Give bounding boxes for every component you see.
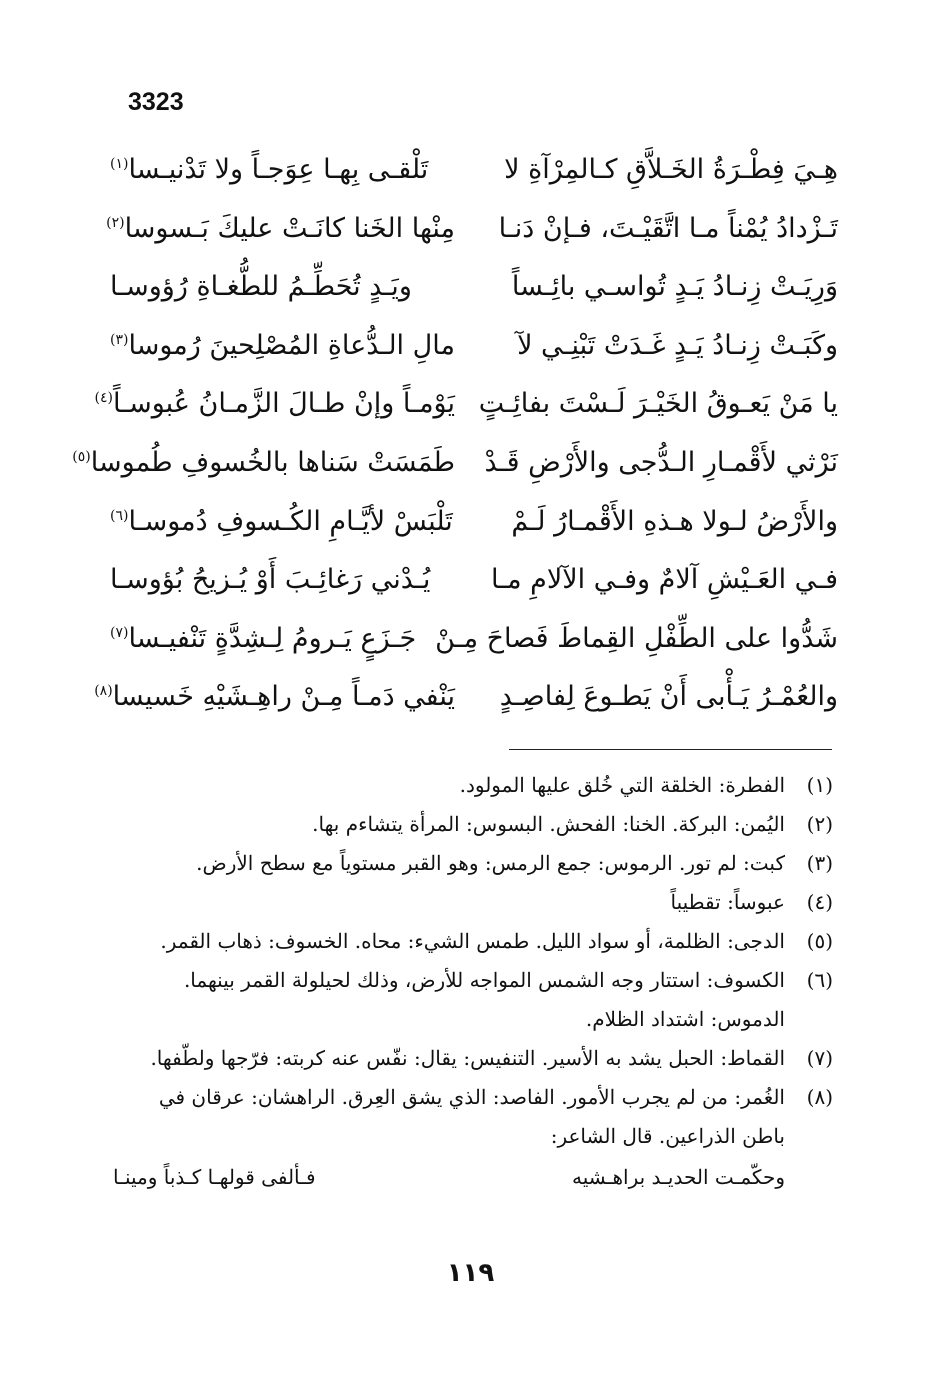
footnote — [113, 805, 833, 844]
footnote-number: (١) — [806, 773, 833, 797]
footnote-reference: (٤) — [94, 390, 113, 407]
page-number-bottom: ١١٩ — [446, 1258, 495, 1288]
verse — [110, 611, 838, 670]
footnote-text: اليُمن: البركة. الخنا: الفحش. البسوس: المرأة يتشاءم بها. — [312, 812, 785, 836]
verse-second-hemistich — [110, 619, 455, 659]
hemistich-text: طَمَسَتْ سَناها بالخُسوفِ طُموسا — [90, 446, 455, 478]
poem — [72, 142, 838, 728]
hemistich-text: ويَـدٍ تُحَطِّـمُ للطُّغـاةِ رُؤوسـا — [110, 271, 412, 303]
quoted-verse-second-hemistich: فـألفى قولهـا كـذباً ومينـا — [113, 1165, 316, 1189]
verse — [94, 376, 838, 435]
hemistich-text: يَوْمـاً وإنْ طـالَ الزَّمـانُ عُبوسـاً — [112, 388, 455, 420]
footnote-number: (٨) — [806, 1085, 833, 1109]
hemistich-text: مِنْها الخَنا كانَـتْ عليكَ بَـسوسا — [124, 212, 455, 244]
footnote-reference: (٨) — [94, 683, 113, 700]
quoted-verse-first-hemistich: وحكّمـت الحديـد براهـشيه — [572, 1165, 785, 1189]
hemistich-text: تَلْبَسْ لأيَّـامِ الكُـسوفِ دُموسـا — [128, 505, 453, 537]
verse-first-hemistich: والأَرْضُ لـولا هـذهِ الأَقْمـارُ لَـمْ — [511, 505, 838, 537]
footnote-text: الفطرة: الخلقة التي خُلق عليها المولود. — [459, 773, 785, 797]
footnote-number: (٣) — [806, 851, 833, 875]
hemistich-text: يُـدْني رَغائِـبَ أَوْ يُـزيحُ بُؤوسـا — [110, 564, 431, 596]
hemistich-text: يَنْفي دَمـاً مِـنْ راهِـشَيْهِ خَسيسا — [112, 681, 455, 713]
footnote-reference: (٣) — [110, 331, 129, 348]
footnote-text-continued: باطن الذراعين. قال الشاعر: — [550, 1124, 785, 1148]
verse-first-hemistich: وَرِيَـتْ زِنـادُ يَـدٍ تُواسـي بائِـساً — [511, 271, 838, 303]
verse — [110, 552, 838, 611]
hemistich-text: مالِ الـدُّعاةِ المُصْلِحينَ رُموسا — [128, 329, 455, 361]
footnote-number: (٥) — [806, 929, 833, 953]
footnote-text: الكسوف: استتار وجه الشمس المواجه للأرض، وذلك لحيلولة القمر بينهما. — [183, 968, 785, 992]
verse-first-hemistich: يا مَنْ يَعـوقُ الخَيْـرَ لَـسْتَ بفائِـتٍ — [478, 388, 838, 420]
verse-second-hemistich — [94, 677, 455, 717]
footnote-number: (٤) — [806, 890, 833, 914]
footnote-reference: (١) — [110, 156, 129, 172]
footnote-number: (٢) — [806, 812, 833, 836]
verse-first-hemistich: هِـيَ فِطْـرَةُ الخَـلاَّقِ كـالمِرْآةِ لا — [504, 154, 838, 185]
verse-first-hemistich: شَدُّوا على الطِّفْلِ القِماطَ فَصاحَ مِـنْ — [435, 622, 838, 654]
footnote-text: الدجى: الظلمة، أو سواد الليل. طمس الشيء: محاه. الخسوف: ذهاب القمر. — [160, 929, 785, 953]
footnote-reference: (٥) — [72, 448, 91, 465]
footnote-text: عبوساً: تقطيباً — [670, 890, 785, 914]
verse — [106, 201, 838, 260]
footnote-number: (٦) — [806, 968, 833, 992]
hemistich-text: جَـزَعٍ يَـرومُ لِـشِدَّةٍ تَنْفيـسا — [128, 622, 417, 654]
verse — [110, 494, 838, 553]
verse — [72, 435, 838, 494]
verse — [110, 259, 838, 318]
footnote — [113, 844, 833, 883]
verse-second-hemistich — [110, 502, 455, 542]
page-number-top: 3323 — [128, 88, 184, 116]
hemistich-text: تَلْقـى بِهـا عِوَجـاً ولا تَدْنيـسا — [128, 154, 429, 185]
footnote-text: كبت: لم تور. الرموس: جمع الرمس: وهو القبر مستوياً مع سطح الأرض. — [196, 851, 785, 875]
footnote — [113, 1039, 833, 1078]
verse-first-hemistich: فـي العَـيْشِ آلامٌ وفـي الآلامِ مـا — [490, 564, 838, 596]
footnote-divider — [509, 749, 832, 750]
verse-second-hemistich — [94, 384, 455, 424]
footnote-text-continued: الدموس: اشتداد الظلام. — [585, 1007, 785, 1031]
verse — [110, 142, 838, 201]
verse-second-hemistich — [110, 267, 455, 307]
footnote-reference: (٧) — [110, 624, 129, 641]
footnote-reference: (٦) — [110, 507, 129, 524]
verse-second-hemistich — [110, 150, 455, 190]
footnote — [113, 922, 833, 961]
quoted-verse — [113, 1158, 833, 1196]
footnote-text: الغُمر: من لم يجرب الأمور. الفاصد: الذي يشق العِرق. الراهشان: عرقان في — [158, 1085, 785, 1109]
footnote-number: (٧) — [806, 1046, 833, 1070]
verse-second-hemistich — [106, 209, 455, 249]
verse-second-hemistich — [72, 443, 455, 483]
verse-second-hemistich — [110, 326, 455, 366]
verse-first-hemistich: وكَبَـتْ زِنـادُ يَـدٍ غَـدَتْ تَبْنِـي لآ — [517, 329, 838, 361]
footnote — [113, 1078, 833, 1156]
footnote — [113, 961, 833, 1039]
verse-second-hemistich — [110, 560, 455, 600]
footnote-text: القماط: الحبل يشد به الأسير. التنفيس: يقال: نفّس عنه كربته: فرّجها ولطّفها. — [150, 1046, 785, 1070]
verse-first-hemistich: والعُمْـرُ يَـأْبى أَنْ يَطـوعَ لِفاصِـدٍ — [499, 681, 838, 713]
verse — [94, 669, 838, 728]
footnote — [113, 883, 833, 922]
footnotes — [113, 766, 833, 1196]
verse-first-hemistich: تَـزْدادُ يُمْناً مـا اتَّقَيْـتَ، فـإنْ دَنـا — [498, 212, 838, 244]
verse — [110, 318, 838, 377]
verse-first-hemistich: نَرْثي لأَقْمـارِ الـدُّجى والأَرْضِ قَـدْ — [484, 446, 838, 478]
footnote-reference: (٢) — [106, 214, 125, 231]
footnote — [113, 766, 833, 805]
